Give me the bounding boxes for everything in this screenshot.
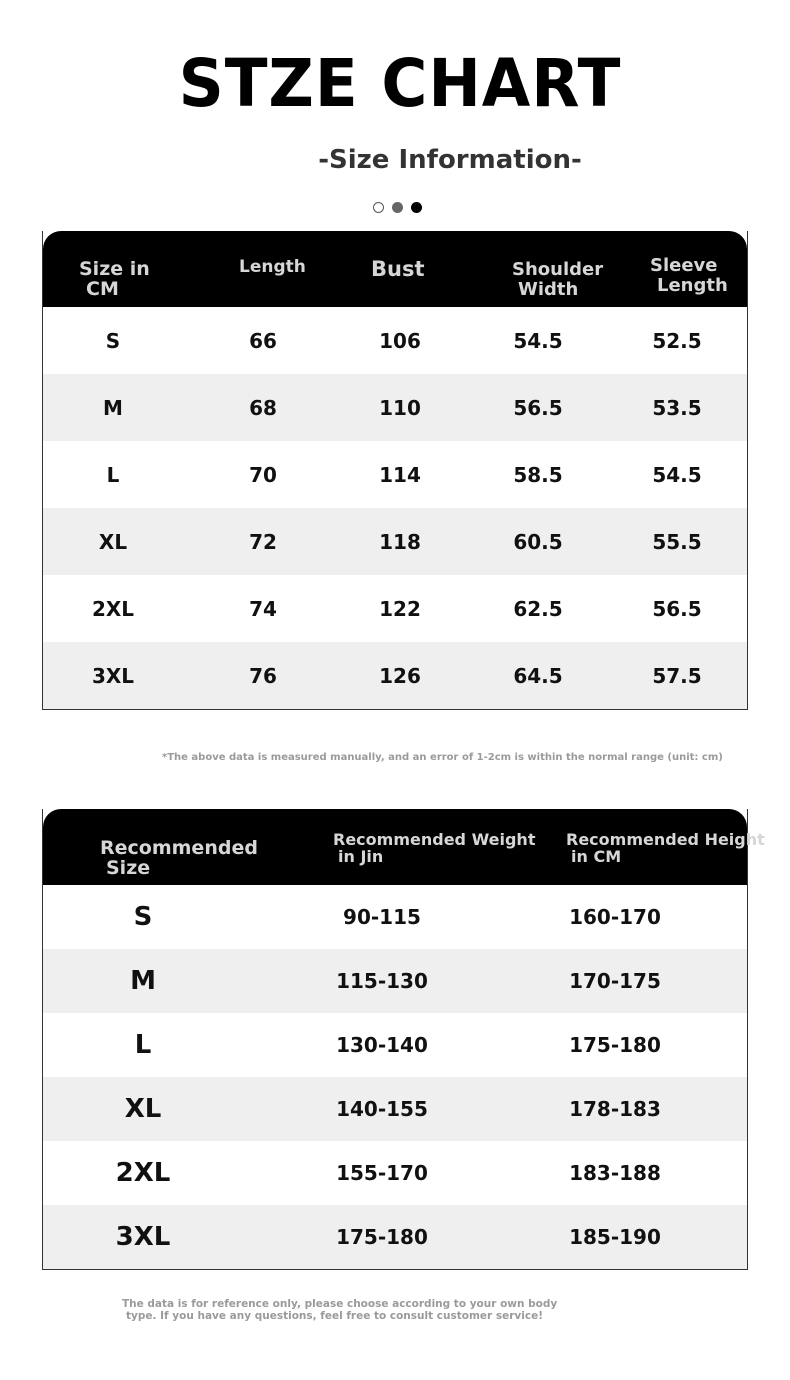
cell-shoulder: 64.5: [513, 663, 563, 688]
cell-bust: 118: [379, 529, 421, 554]
cell-weight: 155-170: [336, 1161, 428, 1185]
header-sleeve-line2: Length: [657, 275, 728, 296]
header-shoulder-line2: Width: [518, 279, 579, 300]
header-size-line1: Size in: [79, 258, 150, 280]
reference-note-line1: The data is for reference only, please choose according to your own body: [122, 1298, 558, 1310]
cell-height: 175-180: [569, 1033, 661, 1057]
cell-length: 72: [249, 529, 277, 554]
header-sleeve-line1: Sleeve: [650, 255, 718, 276]
cell-length: 76: [249, 663, 277, 688]
table-body: [43, 307, 747, 709]
cell-shoulder: 58.5: [513, 462, 563, 487]
header-recommended-height: [566, 831, 765, 865]
table-body: [43, 885, 747, 1269]
cell-shoulder: 56.5: [513, 395, 563, 420]
table-row: [43, 949, 747, 1013]
measurement-note: *The above data is measured manually, and an error of 1-2cm is within the normal range (unit: cm): [162, 752, 723, 763]
table-row: [43, 1013, 747, 1077]
table-row: [43, 441, 747, 508]
header-size: [79, 259, 150, 299]
header-sleeve-length: [650, 256, 728, 296]
cell-weight: 115-130: [336, 969, 428, 993]
cell-sleeve: 52.5: [652, 328, 702, 353]
cell-weight: 140-155: [336, 1097, 428, 1121]
cell-height: 183-188: [569, 1161, 661, 1185]
table-row: [43, 307, 747, 374]
reference-note-line2: type. If you have any questions, feel free to consult customer service!: [126, 1310, 543, 1322]
cell-size: L: [106, 462, 120, 487]
page-subtitle: -Size Information-: [318, 145, 582, 175]
cell-length: 70: [249, 462, 277, 487]
cell-length: 66: [249, 328, 277, 353]
header-shoulder-width: [512, 260, 603, 300]
cell-length: 68: [249, 395, 277, 420]
table-header: [43, 809, 765, 885]
header-weight-line2: in Jin: [338, 847, 384, 866]
table-row: [43, 885, 747, 949]
cell-height: 178-183: [569, 1097, 661, 1121]
cell-size: 3XL: [115, 1222, 171, 1252]
cell-sleeve: 57.5: [652, 663, 702, 688]
table-row: [43, 374, 747, 441]
cell-size: 3XL: [91, 663, 135, 688]
cell-size: 2XL: [91, 596, 135, 621]
cell-height: 170-175: [569, 969, 661, 993]
header-size-line2: CM: [86, 278, 119, 300]
table-row: [43, 1205, 747, 1269]
cell-size: L: [134, 1030, 152, 1060]
cell-bust: 114: [379, 462, 421, 487]
header-shoulder-line1: Shoulder: [512, 259, 604, 280]
size-measurement-table: [42, 231, 748, 710]
cell-weight: 130-140: [336, 1033, 428, 1057]
cell-weight: 175-180: [336, 1225, 428, 1249]
cell-size: 2XL: [115, 1158, 171, 1188]
header-length: Length: [239, 257, 306, 277]
cell-size: XL: [124, 1094, 162, 1124]
dot-indicator: [411, 202, 422, 213]
cell-bust: 126: [379, 663, 421, 688]
cell-length: 74: [249, 596, 277, 621]
cell-shoulder: 62.5: [513, 596, 563, 621]
cell-shoulder: 54.5: [513, 328, 563, 353]
header-height-line2: in CM: [571, 847, 622, 866]
table-header: [43, 231, 747, 307]
table-row: [43, 1077, 747, 1141]
header-recommended-weight: [333, 831, 535, 865]
dot-indicator: [373, 202, 384, 213]
cell-size: M: [130, 966, 156, 996]
pagination-dots: [373, 202, 422, 213]
cell-shoulder: 60.5: [513, 529, 563, 554]
page-title: STZE CHART: [178, 45, 622, 122]
table-row: [43, 1141, 747, 1205]
size-recommendation-table: [42, 809, 765, 1270]
cell-size: M: [103, 395, 123, 420]
cell-sleeve: 56.5: [652, 596, 702, 621]
cell-height: 160-170: [569, 905, 661, 929]
table-row: [43, 508, 747, 575]
table-row: [43, 575, 747, 642]
header-bust: Bust: [371, 257, 425, 281]
cell-bust: 122: [379, 596, 421, 621]
cell-size: XL: [98, 529, 128, 554]
header-recommended-size-line1: Recommended: [100, 837, 258, 859]
cell-bust: 106: [379, 328, 421, 353]
cell-bust: 110: [379, 395, 421, 420]
cell-sleeve: 54.5: [652, 462, 702, 487]
header-recommended-size-line2: Size: [106, 857, 151, 879]
header-recommended-size: [100, 838, 258, 878]
cell-height: 185-190: [569, 1225, 661, 1249]
cell-size: S: [105, 328, 121, 353]
header-height-line1: Recommended Height: [566, 830, 765, 849]
cell-sleeve: 53.5: [652, 395, 702, 420]
table-row: [43, 642, 747, 709]
header-weight-line1: Recommended Weight: [333, 830, 536, 849]
dot-indicator: [392, 202, 403, 213]
cell-sleeve: 55.5: [652, 529, 702, 554]
reference-note: [122, 1298, 582, 1322]
cell-weight: 90-115: [343, 905, 421, 929]
cell-size: S: [133, 902, 153, 932]
